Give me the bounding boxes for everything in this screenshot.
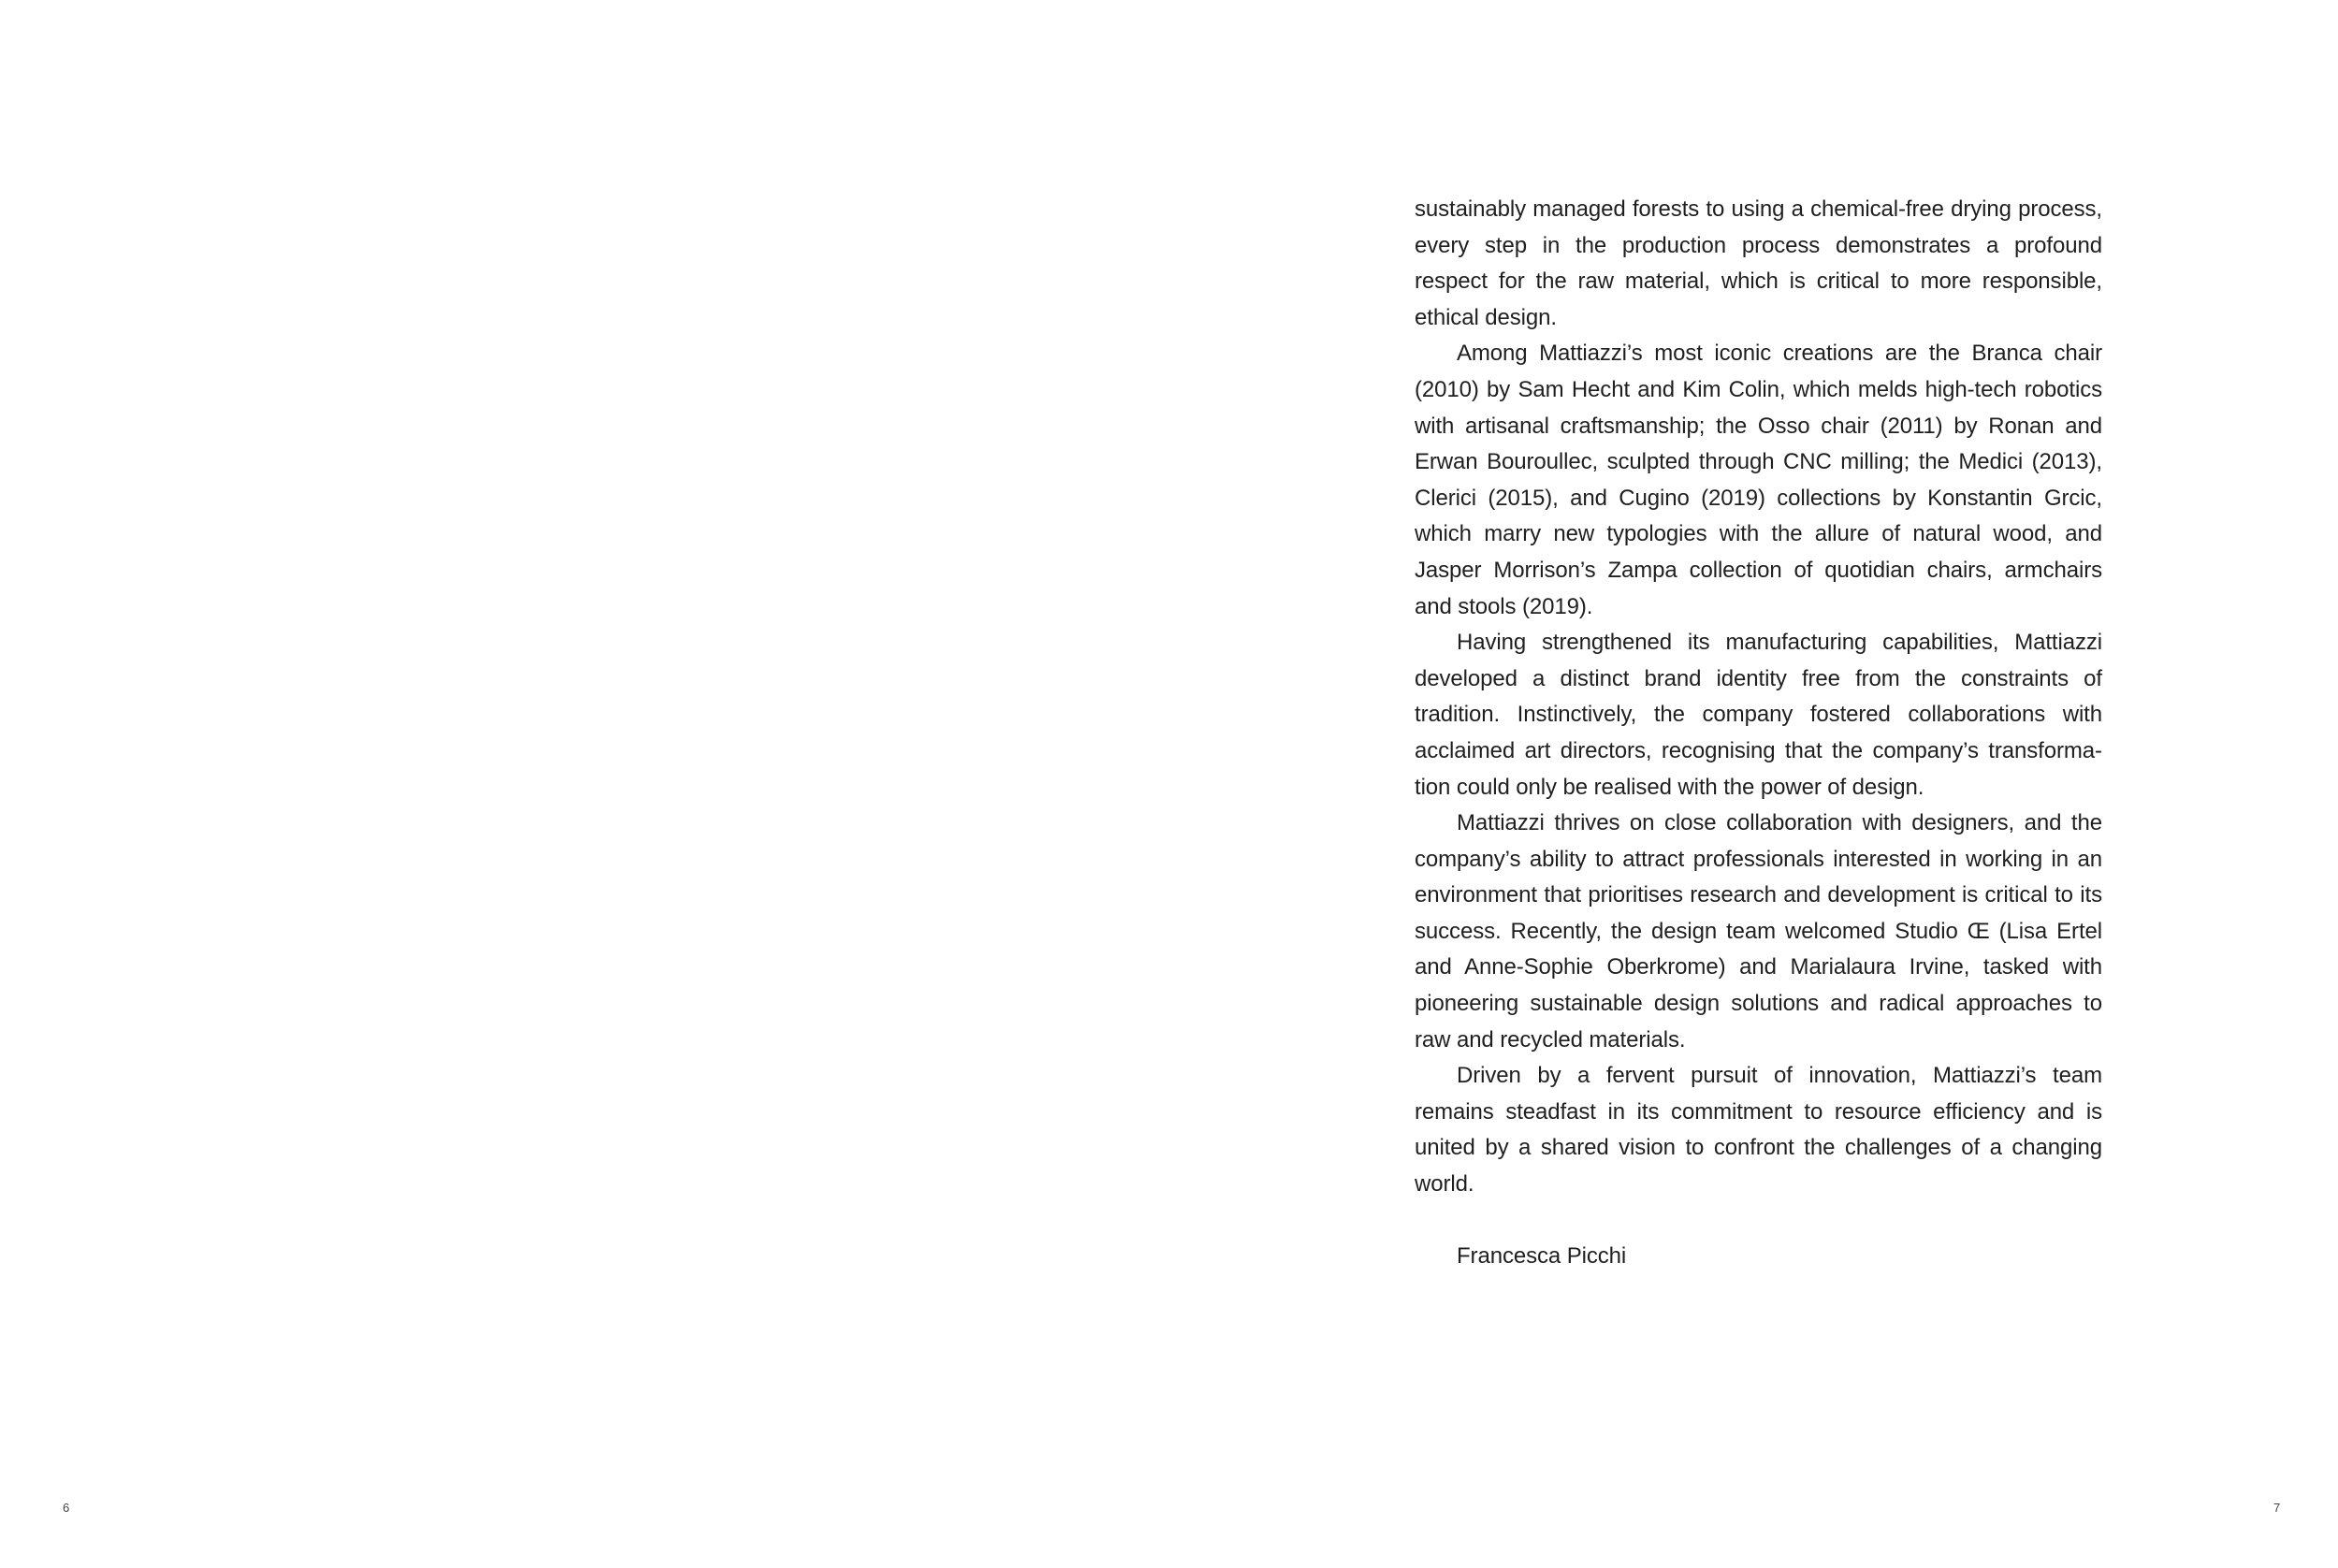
paragraph-5: Driven by a fervent pursuit of innovation, Mattiazzi’s team remains steadfast in its commitment to resource efficiency and is united by a shared vision to confront the challenges of a changing world.	[1415, 1063, 2102, 1198]
body-text-column	[1415, 192, 2102, 1275]
page-number-left: 6	[63, 1501, 70, 1515]
paragraph-2: Among Mattiazzi’s most iconic creations are the Branca chair (2010) by Sam Hecht and Kim Colin, which melds high-tech robotics with artisanal craftsmanship; the Osso chair (2011) by Ronan and Erwan Bouroullec, sculpted through CNC milling; the Medici (2013), Clerici (2015), and Cugino (2019) collections by Konstantin Grcic, which marry new typologies with the allure of natural wood, and Jasper Morrison’s Zampa collection of quotidian chairs, armchairs and stools (2019).	[1415, 341, 2102, 619]
page-number-right: 7	[2273, 1501, 2281, 1515]
paragraph-4: Mattiazzi thrives on close collaboration with designers, and the company’s ability to attract professionals interested in working in an environment that prioritises research and development is critical to its success. Recently, the design team welcomed Studio Œ (Lisa Ertel and Anne-Sophie Oberkrome) and Marialaura Irvine, tasked with pioneering sustainable design solutions and radical approaches to raw and recycled materials.	[1415, 810, 2102, 1053]
paragraph-3: Having strengthened its manufacturing capabilities, Mattiazzi developed a distinct brand identity free from the constraints of tradition. Instinctively, the company fostered collaborations with acclaimed art directors, recognising that the company’s transformation could only be realised with the power of design.	[1415, 630, 2102, 800]
author-signature: Francesca Picchi	[1457, 1243, 1627, 1270]
paragraph-1: sustainably managed forests to using a chemical-free drying process, every step in the production process demonstrates a profound respect for the raw material, which is critical to more responsible, ethical design.	[1415, 196, 2102, 330]
